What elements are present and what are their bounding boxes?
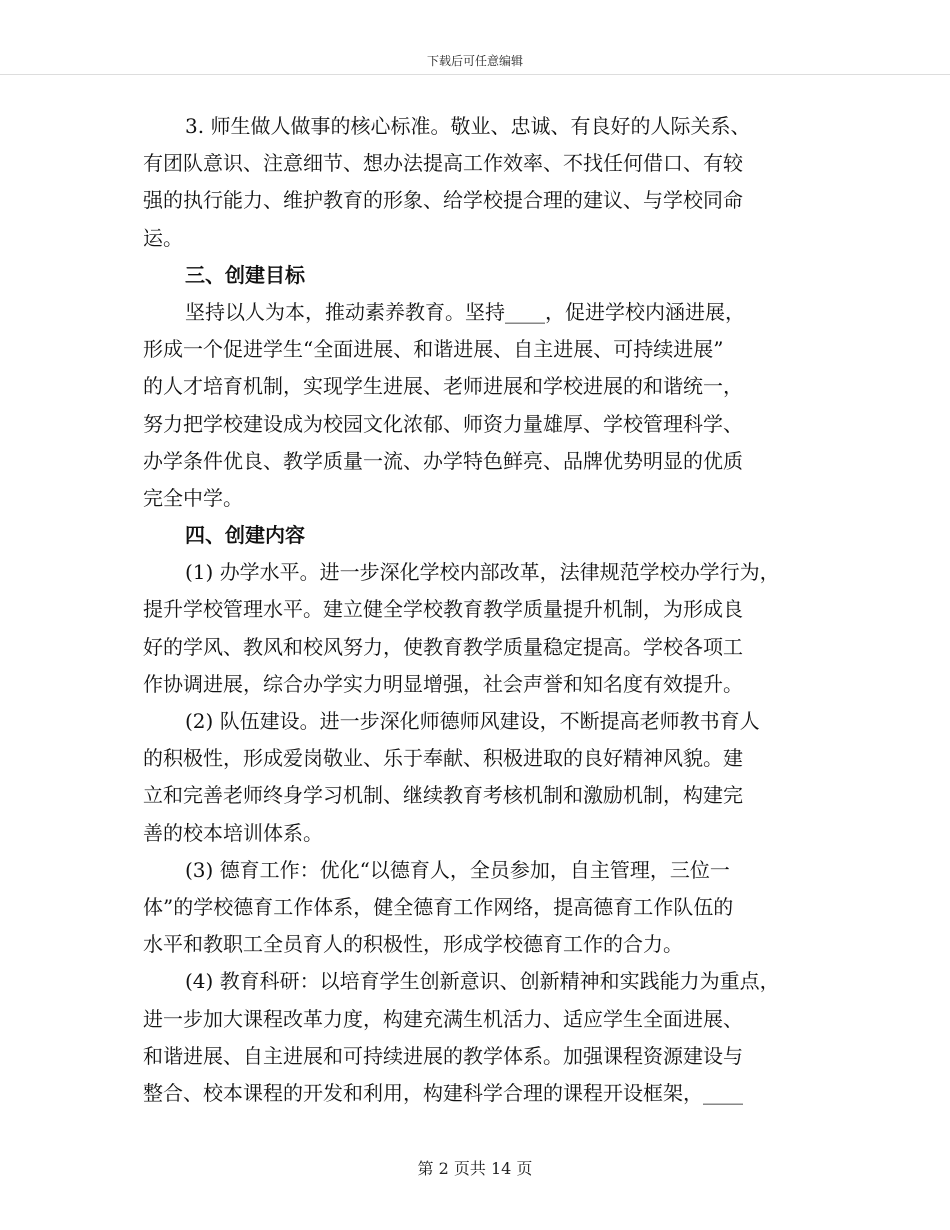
text-line: 和谐进展、自主进展和可持续进展的教学体系。加强课程资源建设与	[143, 1043, 743, 1068]
text-line: 整合、校本课程的开发和利用，构建科学合理的课程开设框架，____	[143, 1080, 743, 1105]
page-header: 下载后可任意编辑	[426, 54, 523, 68]
text-line: 3. 师生做人做事的核心标准。敬业、忠诚、有良好的人际关系、	[185, 114, 751, 138]
text-line: 立和完善老师终身学习机制、继续教育考核机制和激励机制，构建完	[143, 783, 743, 808]
text-line: 运。	[143, 225, 183, 250]
text-line: 水平和教职工全员育人的积极性，形成学校德育工作的合力。	[143, 932, 683, 957]
text-line: (4) 教育科研：以培育学生创新意识、创新精神和实践能力为重点，	[185, 969, 780, 994]
document-body	[143, 108, 803, 1112]
text-line: 坚持以人为本，推动素养教育。坚持____，促进学校内涵进展，	[185, 299, 745, 324]
text-line: 办学条件优良、教学质量一流、办学特色鲜亮、品牌优势明显的优质	[143, 448, 743, 473]
text-line: 作协调进展，综合办学实力明显增强，社会声誉和知名度有效提升。	[143, 671, 743, 696]
text-line: 的人才培育机制，实现学生进展、老师进展和学校进展的和谐统一，	[143, 374, 743, 399]
text-line: 善的校本培训体系。	[143, 820, 323, 845]
text-line: 形成一个促进学生“全面进展、和谐进展、自主进展、可持续进展”	[143, 337, 724, 362]
text-line: (3) 德育工作：优化“以德育人，全员参加，自主管理，三位一	[185, 857, 730, 882]
text-line: 提升学校管理水平。建立健全学校教育教学质量提升机制，为形成良	[143, 597, 743, 622]
text-line: 努力把学校建设成为校园文化浓郁、师资力量雄厚、学校管理科学、	[143, 411, 743, 436]
section-heading: 四、创建内容	[185, 523, 305, 548]
page-footer: 第 2 页共 14 页	[417, 1159, 533, 1178]
text-line: 好的学风、教风和校风努力，使教育教学质量稳定提高。学校各项工	[143, 634, 743, 659]
text-line: 进一步加大课程改革力度，构建充满生机活力、适应学生全面进展、	[143, 1006, 743, 1031]
text-line: (1) 办学水平。进一步深化学校内部改革，法律规范学校办学行为，	[185, 560, 780, 585]
text-line: (2) 队伍建设。进一步深化师德师风建设，不断提高老师教书育人	[185, 709, 760, 733]
section-heading: 三、创建目标	[185, 262, 305, 287]
text-line: 强的执行能力、维护教育的形象、给学校提合理的建议、与学校同命	[143, 188, 743, 213]
text-line: 完全中学。	[143, 485, 243, 510]
text-line: 有团队意识、注意细节、想办法提高工作效率、不找任何借口、有较	[143, 151, 743, 176]
header-divider	[0, 74, 950, 76]
text-line: 体”的学校德育工作体系，健全德育工作网络，提高德育工作队伍的	[143, 894, 734, 919]
text-line: 的积极性，形成爱岗敬业、乐于奉献、积极进取的良好精神风貌。建	[143, 746, 743, 771]
